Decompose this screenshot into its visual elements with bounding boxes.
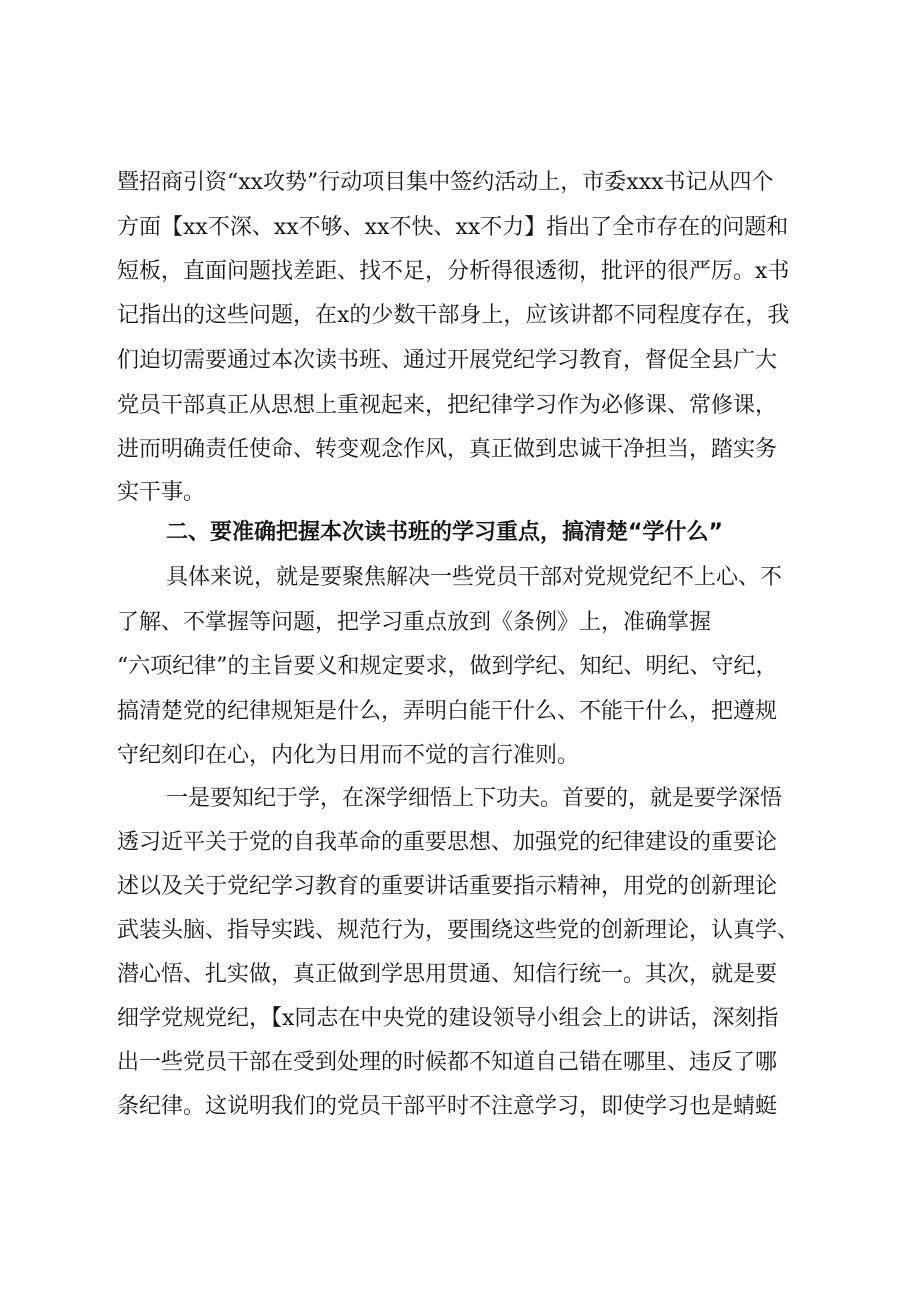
text-line: 搞清楚党的纪律规矩是什么，弄明白能干什么、不能干什么，把遵规 xyxy=(117,699,778,724)
text-line: 暨招商引资“xx攻势”行动项目集中签约活动上，市委xxx书记从四个 xyxy=(117,170,774,195)
text-line: 潜心悟、扎实做，真正做到学思用贯通、知信行统一。其次，就是要 xyxy=(117,962,778,987)
text-line: 记指出的这些问题，在x的少数干部身上，应该讲都不同程度存在，我 xyxy=(117,303,790,328)
text-line: 条纪律。这说明我们的党员干部平时不注意学习，即使学习也是蜻蜓 xyxy=(117,1094,778,1119)
text-line: 细学党规党纪，【x同志在中央党的建设领导小组会上的讲话，深刻指 xyxy=(117,1006,779,1031)
text-line: 方面【xx不深、xx不够、xx不快、xx不力】指出了全市存在的问题和 xyxy=(117,215,789,240)
section-heading: 二、要准确把握本次读书班的学习重点，搞清楚“学什么” xyxy=(166,520,723,545)
text-line: 进而明确责任使命、转变观念作风，真正做到忠诚干净担当，踏实务 xyxy=(117,437,778,462)
text-line: 了解、不掌握等问题，把学习重点放到《条例》上，准确掌握 xyxy=(117,610,712,635)
text-line: 武装头脑、指导实践、规范行为，要围绕这些党的创新理论，认真学、 xyxy=(117,918,800,943)
text-line: 短板，直面问题找差距、找不足，分析得很透彻，批评的很严厉。x书 xyxy=(117,259,790,284)
text-line: 守纪刻印在心，内化为日用而不觉的言行准则。 xyxy=(117,743,580,768)
text-line: 具体来说，就是要聚焦解决一些党员干部对党规党纪不上心、不 xyxy=(166,565,783,590)
text-line: 出一些党员干部在受到处理的时候都不知道自己错在哪里、违反了哪 xyxy=(117,1050,778,1075)
text-line: 述以及关于党纪学习教育的重要讲话重要指示精神，用党的创新理论 xyxy=(117,874,778,899)
text-line: 实干事。 xyxy=(117,480,206,505)
text-line: 党员干部真正从思想上重视起来，把纪律学习作为必修课、常修课， xyxy=(117,393,778,418)
text-line: “六项纪律”的主旨要义和规定要求，做到学纪、知纪、明纪、守纪， xyxy=(117,654,778,679)
text-line: 们迫切需要通过本次读书班、通过开展党纪学习教育，督促全县广大 xyxy=(117,348,778,373)
text-line: 透习近平关于党的自我革命的重要思想、加强党的纪律建设的重要论 xyxy=(117,830,778,855)
text-line: 一是要知纪于学，在深学细悟上下功夫。首要的，就是要学深悟 xyxy=(166,786,783,811)
